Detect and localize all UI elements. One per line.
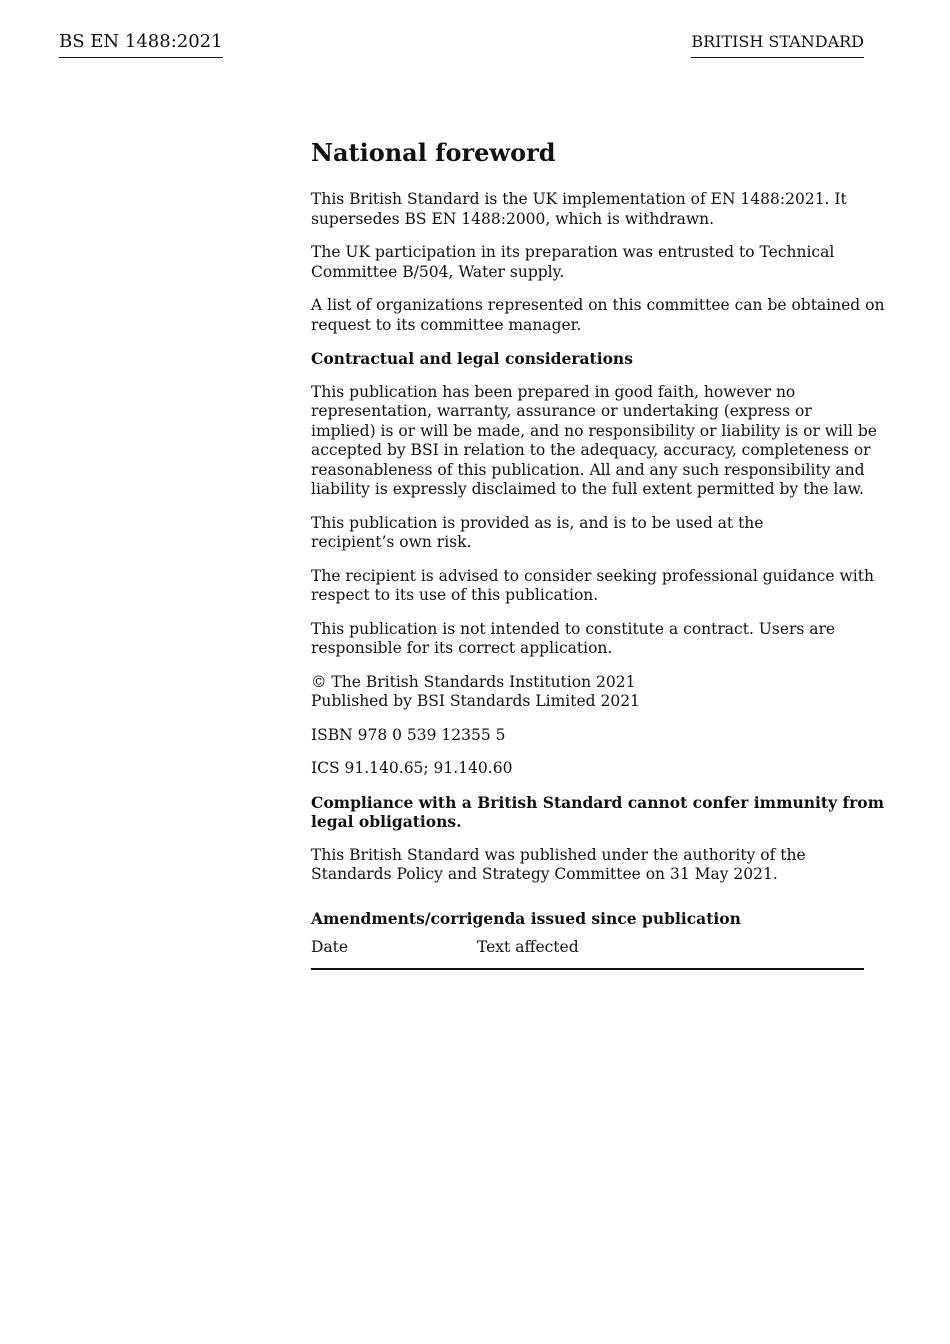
standard-type: BRITISH STANDARD [691,32,864,58]
paragraph-line: supersedes BS EN 1488:2000, which is withdrawn. [311,209,715,228]
paragraph-line: Published by BSI Standards Limited 2021 [311,692,640,710]
committee-paragraph [311,243,864,282]
amendments-column-text-affected: Text affected [477,938,579,956]
publication-authority-paragraph [311,846,864,885]
paragraph-line: A list of organizations represented on this committee can be obtained on [311,296,885,314]
amendments-column-date: Date [311,938,349,956]
paragraph-line: representation, warranty, assurance or undertaking (express or [311,402,812,420]
paragraph-line: This British Standard was published under the authority of the [311,845,806,864]
paragraph-line: © The British Standards Institution 2021 [311,672,636,691]
paragraph-line: request to its committee manager. [311,315,582,334]
contract-paragraph [311,620,864,659]
paragraph-line: Standards Policy and Strategy Committee on 31 May 2021. [311,865,778,883]
paragraph-line: The UK participation in its preparation was entrusted to Technical [311,243,835,261]
risk-paragraph [311,514,864,553]
paragraph-line: This publication is provided as is, and is to be used at the [311,513,764,532]
standard-number: BS EN 1488:2021 [59,31,223,58]
paragraph-line: This British Standard is the UK implementation of EN 1488:2021. It [311,190,847,208]
guidance-paragraph [311,566,874,606]
page-title: National foreword [311,138,556,167]
national-foreword-section [311,138,885,970]
organizations-paragraph [311,296,885,335]
paragraph-line: responsible for its correct application. [311,639,613,657]
ics-codes: ICS 91.140.65; 91.140.60 [311,759,513,777]
amendments-table [311,938,864,970]
contractual-heading: Contractual and legal considerations [311,349,633,368]
paragraph-line: reasonableness of this publication. All and any such responsibility and [311,460,865,479]
paragraph-line: This publication has been prepared in good faith, however no [311,382,796,401]
paragraph-line: Committee B/504, Water supply. [311,262,565,281]
paragraph-line: The recipient is advised to consider seeking professional guidance with [311,566,874,585]
implementation-paragraph [311,190,864,229]
paragraph-line: legal obligations. [311,812,462,831]
paragraph-line: accepted by BSI in relation to the adequacy, accuracy, completeness or [311,441,871,459]
disclaimer-paragraph [311,382,877,500]
compliance-notice [311,792,885,832]
paragraph-line: recipient’s own risk. [311,533,472,551]
paragraph-line: liability is expressly disclaimed to the full extent permitted by the law. [311,480,864,498]
paragraph-line: Compliance with a British Standard cannot confer immunity from [311,792,885,812]
copyright-paragraph [311,673,864,712]
paragraph-line: implied) is or will be made, and no responsibility or liability is or will be [311,421,877,440]
amendments-heading: Amendments/corrigenda issued since publication [311,908,741,928]
isbn: ISBN 978 0 539 12355 5 [311,725,506,744]
paragraph-line: respect to its use of this publication. [311,586,599,604]
paragraph-line: This publication is not intended to constitute a contract. Users are [311,619,836,638]
